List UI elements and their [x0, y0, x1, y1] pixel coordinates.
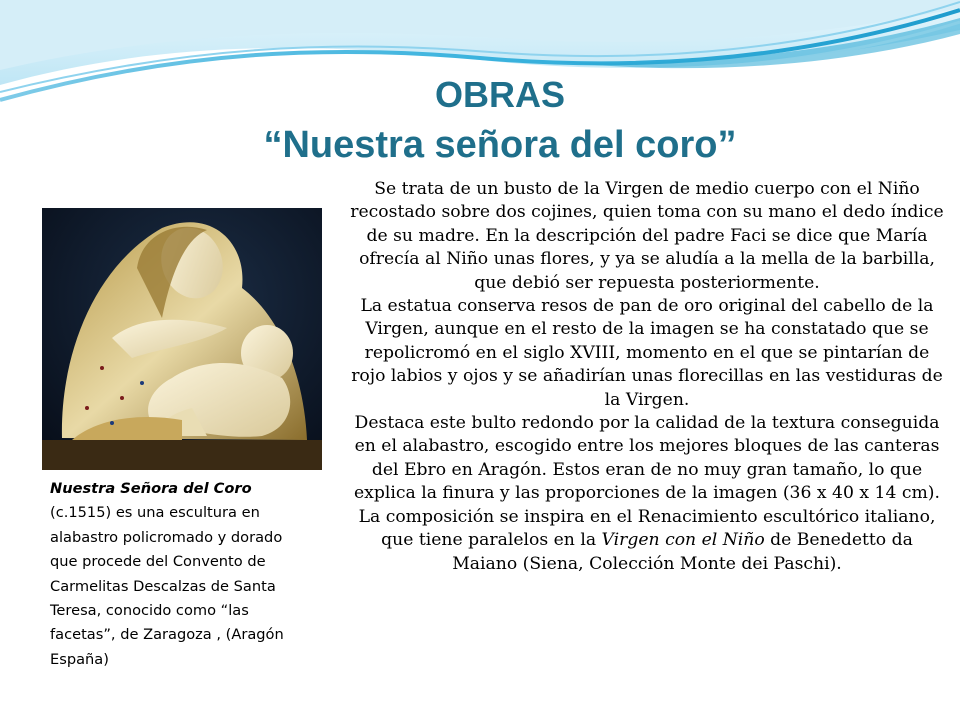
paragraph-3: [347, 412, 947, 576]
sculpture-photo: [42, 208, 322, 470]
slide-subtitle: “Nuestra señora del coro”: [263, 124, 737, 166]
paragraph-1: Se trata de un busto de la Virgen de medio cuerpo con el Niño recostado sobre dos cojines, quien toma con su mano el dedo índice de su madre. En la descripción del padre Faci se dice que María ofrecía al Niño unas flores, y ya se aludía a la mella de la barbilla, que debió ser repuesta posteriormente.: [350, 179, 944, 293]
slide-title: OBRAS: [434, 74, 565, 115]
description-text: [347, 178, 947, 576]
paragraph-3-start: Destaca este bulto redondo por la calidad de la textura conseguida en el alabastro, escogido entre los mejores bloques de las canteras del Ebro en Aragón. Estos eran de no muy gran tamaño, lo que explica la finura y las proporciones de la imagen (36 x 40 x 14 cm). La composición se inspira en el Renacimiento escultórico italiano, que tiene paralelos en la: [354, 413, 940, 551]
paragraph-2: La estatua conserva resos de pan de oro original del cabello de la Virgen, aunque en el resto de la imagen se ha constatado que se repolicromó en el siglo XVIII, momento en el que se pintarían de rojo labios y ojos y se añadirían unas florecillas en las vestiduras de la Virgen.: [351, 296, 943, 410]
paragraph-3-italic: Virgen con el Niño: [601, 530, 765, 551]
caption-text: (c.1515) es una escultura en alabastro policromado y dorado que procede del Convento de Carmelitas Descalzas de Santa Teresa, conocido como “las facetas”, de Zaragoza , (Aragón España): [50, 504, 284, 668]
image-caption: [50, 477, 312, 672]
caption-title: Nuestra Señora del Coro: [50, 480, 252, 497]
paragraph-3-end: de Benedetto da Maiano (Siena, Colección Monte dei Paschi).: [452, 530, 913, 574]
